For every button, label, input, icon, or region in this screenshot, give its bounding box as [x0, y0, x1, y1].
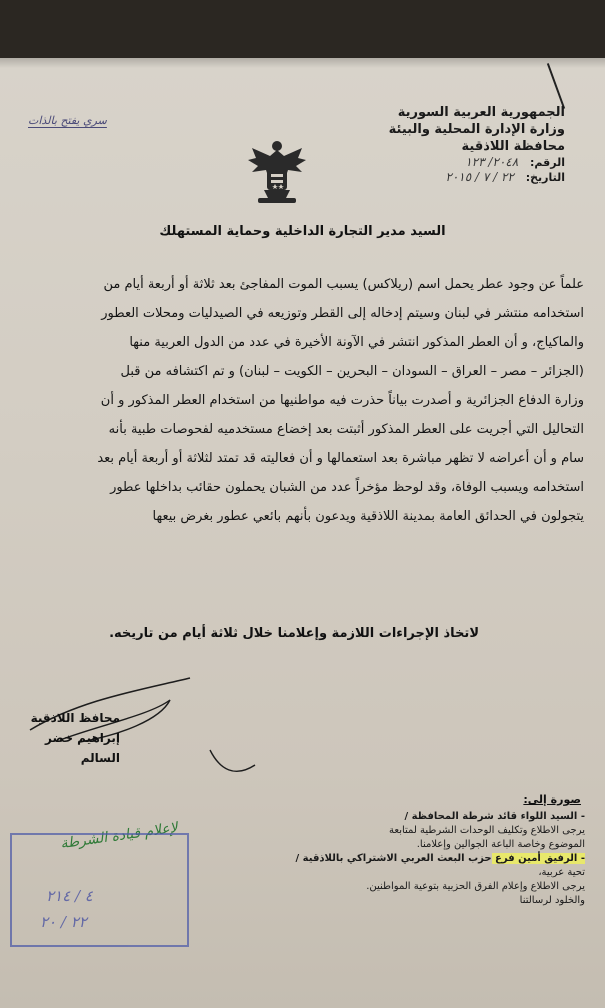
copy-closing: والخلود لرسالتنا: [519, 895, 585, 906]
copies-title: صورة إلى:: [523, 793, 581, 806]
ministry-name: وزارة الإدارة المحلية والبيئة: [388, 122, 565, 137]
republic-name: الجمهورية العربية السورية: [397, 105, 565, 120]
letter-date-value: ٢٢ / ٧ / ٢٠١٥: [445, 170, 514, 184]
body-line: التحاليل التي أجريت على العطر المذكور أثبتت بعد إخضاع مستخدميه لفحوصات طبية بأنه: [108, 422, 584, 437]
secret-label: سري يفتح بالذات: [28, 114, 107, 127]
copy-greeting: تحية عربية،: [538, 867, 585, 878]
copies-list: [285, 810, 585, 908]
body-line: استخدامه ويسبب الوفاة، وقد لوحظ مؤخراً عدد من الشبان يحملون حقائب بداخلها عطور: [110, 480, 584, 495]
stamp-number: ٤ / ٢١٤: [46, 887, 93, 905]
body-line: سام و أن أعراضه لا تظهر مباشرة بعد استعمالها و أن فعاليته قد تمتد لثلاثة أو أربعة أيام بعد: [97, 451, 584, 466]
copy-instruction: الموضوع وخاصة الباعة الجوالين وإعلامنا.: [416, 839, 585, 850]
syrian-eagle-emblem-icon: [246, 136, 308, 206]
handwritten-green-note: لإعلام قيادة الشرطة: [59, 819, 179, 853]
letter-body: [22, 270, 584, 531]
received-stamp: [10, 833, 189, 947]
reference-number: الرقم: ٢٠٤٨/ ١٢٣: [465, 155, 565, 169]
reference-number-value: ٢٠٤٨/ ١٢٣: [465, 155, 519, 169]
letter-page: [0, 58, 605, 1008]
body-line: يتجولون في الحدائق العامة بمدينة اللاذقية ويدعون بأنهم بائعي عطور بغرض بيعها: [152, 509, 584, 524]
letterhead: [335, 104, 565, 185]
body-line: (الجزائر – مصر – العراق – السودان – البحرين – الكويت – لبنان) و تم اكتشافه من قبل: [120, 364, 584, 379]
addressee: السيد مدير التجارة الداخلية وحماية المستهلك: [159, 224, 446, 239]
body-line: والماكياج، و أن العطر المذكور انتشر في الآونة الأخيرة في عدد من الدول العربية منها: [129, 335, 584, 350]
copy-instruction: يرجى الاطلاع وإعلام الفرق الحزبية بتوعية المواطنين.: [366, 881, 585, 892]
signatory-title: محافظ اللاذقية: [30, 711, 120, 725]
body-line: استخدامه منتشر في لبنان وسيتم إدخاله إلى القطر وتوزيعه في الصيدليات ومحلات العطور: [101, 306, 584, 321]
governorate-name: محافظة اللاذقية: [461, 139, 565, 154]
conclusion-line: لاتخاذ الإجراءات اللازمة وإعلامنا خلال ثلاثة أيام من تاريخه.: [109, 626, 479, 641]
pen-mark: [547, 63, 565, 109]
stamp-date: ٢٢ / ٢٠: [40, 913, 87, 931]
signatory-name: إبراهيم خضر السالم: [45, 731, 120, 765]
copy-recipient-party: - الرفيق أمين فرع حزب البعث العربي الاشتراكي باللاذقية /: [295, 853, 585, 864]
body-line: وزارة الدفاع الجزائرية و أصدرت بياناً حذرت فيه مواطنيها من استخدام العطر المذكور و أن: [100, 393, 584, 408]
signatory-block: [20, 708, 120, 768]
body-line: علماً عن وجود عطر يحمل اسم (ريلاكس) يسبب الموت المفاجئ بعد ثلاثة أو أربعة أيام من: [103, 277, 584, 292]
letter-date: التاريخ: ٢٢ / ٧ / ٢٠١٥: [445, 170, 565, 184]
copy-recipient-police: - السيد اللواء قائد شرطة المحافظة /: [404, 811, 585, 822]
copy-instruction: يرجى الاطلاع وتكليف الوحدات الشرطية لمتابعة: [389, 825, 585, 836]
